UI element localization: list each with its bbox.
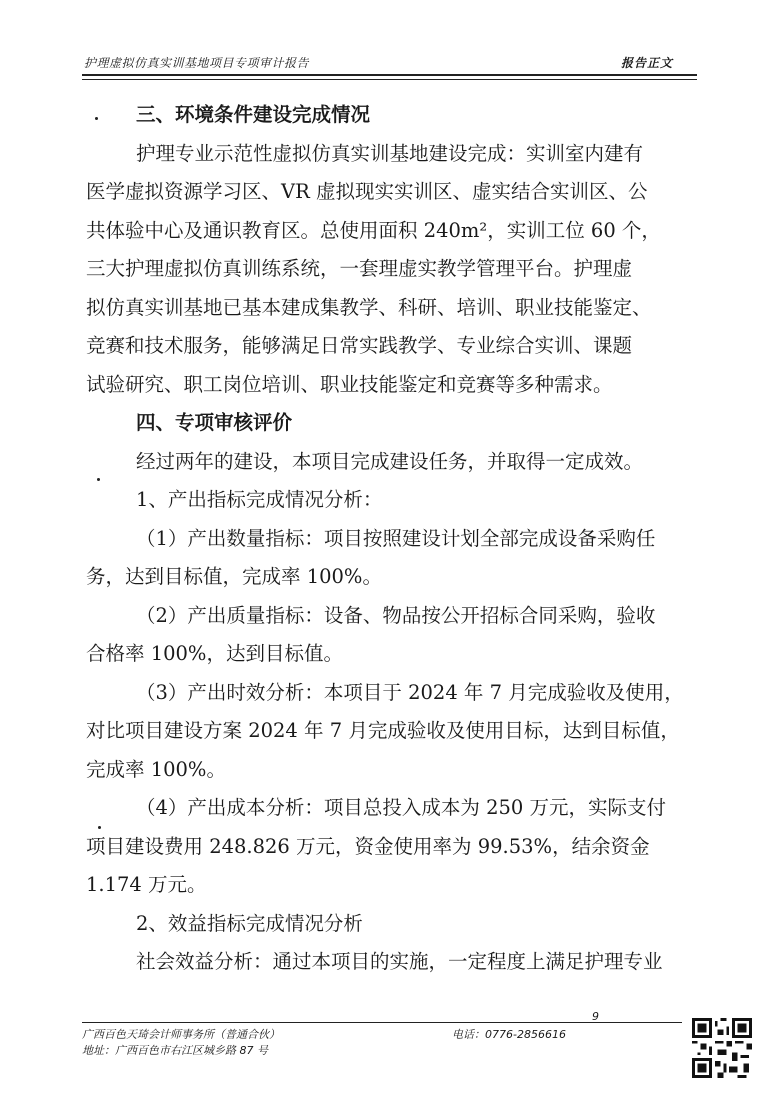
scan-speck [95,117,98,120]
paragraph-line: 1.174 万元。 [86,873,207,896]
header-report-title: 护理虚拟仿真实训基地项目专项审计报告 [84,56,310,70]
paragraph-line: （2）产出质量指标：设备、物品按公开招标合同采购，验收 [136,603,656,627]
footer-phone: 电话：0776-2856616 [452,1028,566,1041]
qr-code [692,1018,752,1078]
footer-firm-name: 广西百色天琦会计师事务所（普通合伙） [82,1028,280,1041]
header-rule-thin [82,79,697,80]
scan-speck [97,478,100,481]
paragraph-line: 项目建设费用 248.826 万元，资金使用率为 99.53%，结余资金 [86,834,650,858]
paragraph-line: （3）产出时效分析：本项目于 2024 年 7 月完成验收及使用， [136,680,684,704]
footer-rule [82,1022,682,1023]
paragraph-line: 试验研究、职工岗位培训、职业技能鉴定和竞赛等多种需求。 [86,372,613,396]
section-heading: 三、环境条件建设完成情况 [136,103,371,126]
paragraph-line: （4）产出成本分析：项目总投入成本为 250 万元，实际支付 [136,796,667,819]
paragraph-line: 社会效益分析：通过本项目的实施，一定程度上满足护理专业 [136,950,663,973]
paragraph-line: 共体验中心及通识教育区。总使用面积 240m²，实训工位 60 个， [86,218,661,242]
header-rule [82,74,697,76]
paragraph-line: 竞赛和技术服务，能够满足日常实践教学、专业综合实训、课题 [86,334,633,357]
document-body [86,96,696,982]
scan-speck [98,826,101,829]
page-footer [82,1027,682,1059]
paragraph-line: 对比项目建设方案 2024 年 7 月完成验收及使用目标，达到目标值， [86,719,680,742]
paragraph-line: 三大护理虚拟仿真训练系统，一套理虚实教学管理平台。护理虚 [86,257,633,280]
paragraph-line: 合格率 100%，达到目标值。 [86,642,343,665]
paragraph-line: 完成率 100%。 [86,757,226,781]
paragraph-line: 护理专业示范性虚拟仿真实训基地建设完成：实训室内建有 [136,141,644,165]
subsection-heading: 2、效益指标完成情况分析 [136,911,363,935]
page-header [82,50,697,72]
paragraph-line: 务，达到目标值，完成率 100%。 [86,565,382,588]
paragraph-line: 拟仿真实训基地已基本建成集教学、科研、培训、职业技能鉴定、 [86,295,652,319]
paragraph-line: （1）产出数量指标：项目按照建设计划全部完成设备采购任 [136,526,656,550]
subsection-heading: 1、产出指标完成情况分析： [136,488,383,511]
paragraph-line: 医学虚拟资源学习区、VR 虚拟现实实训区、虚实结合实训区、公 [86,180,648,203]
paragraph-line: 经过两年的建设，本项目完成建设任务，并取得一定成效。 [136,449,644,473]
section-heading: 四、专项审核评价 [136,411,293,434]
header-section-label: 报告正文 [620,56,673,70]
footer-address: 地址：广西百色市右江区城乡路 87 号 [82,1044,268,1057]
page-number: 9 [592,1010,599,1023]
